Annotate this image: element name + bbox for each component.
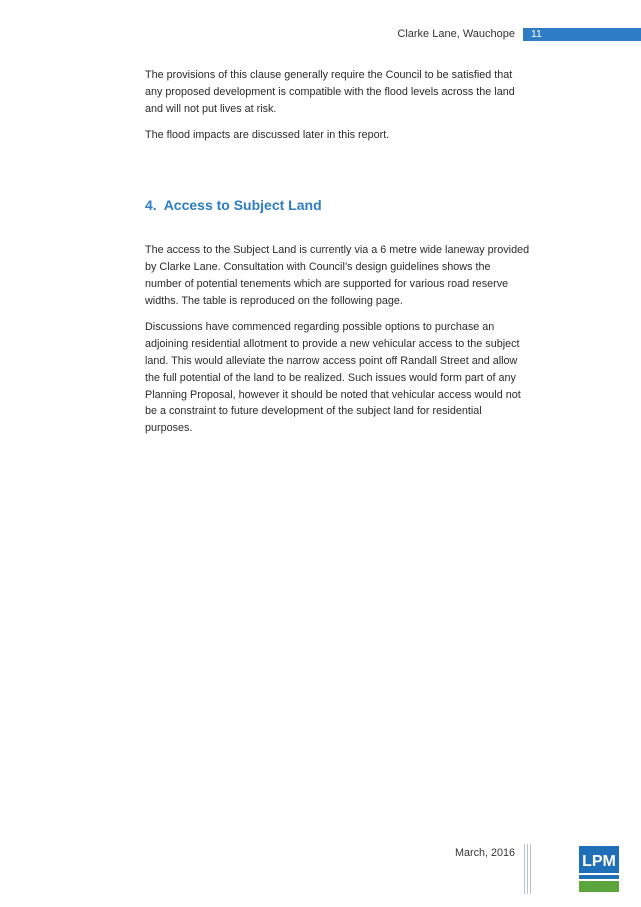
body-paragraph: Discussions have commenced regarding possible options to purchase an adjoining residential allotment to provide a new vehicular access to the subject land. This would alleviate the narrow access point off Randall Street and allow the full potential of the land to be realized. Such issues would form part of any Planning Proposal, however it should be noted that vehicular access would not be a constraint to future development of the subject land for residential purposes. [145,321,521,435]
logo-green-block [579,881,619,892]
page-number-bar [523,28,641,41]
page-number: 11 [531,28,542,40]
footer-date: March, 2016 [454,847,515,859]
body-paragraph: The flood impacts are discussed later in this report. [145,129,390,142]
body-paragraph: The access to the Subject Land is currently via a 6 metre wide laneway provided by Clarke Lane. Consultation with Council’s design guidelines shows the number of potential tenements which are supported for various road reserve widths. The table is reproduced on the following page. [145,244,530,307]
page-body [145,67,530,437]
footer-divider [524,844,525,894]
lpm-logo [579,846,619,892]
body-paragraph: The provisions of this clause generally require the Council to be satisfied that any proposed development is compatible with the flood levels across the land and will not put lives at risk. [145,69,515,115]
logo-text: LPM [582,853,616,870]
section-heading [145,196,530,214]
section-number: 4. [145,197,157,214]
logo-blue-stripe [579,875,619,879]
footer-divider [530,844,531,894]
section-title: Access to Subject Land [163,197,322,214]
footer-divider [527,844,528,894]
running-header-title: Clarke Lane, Wauchope [397,28,515,40]
